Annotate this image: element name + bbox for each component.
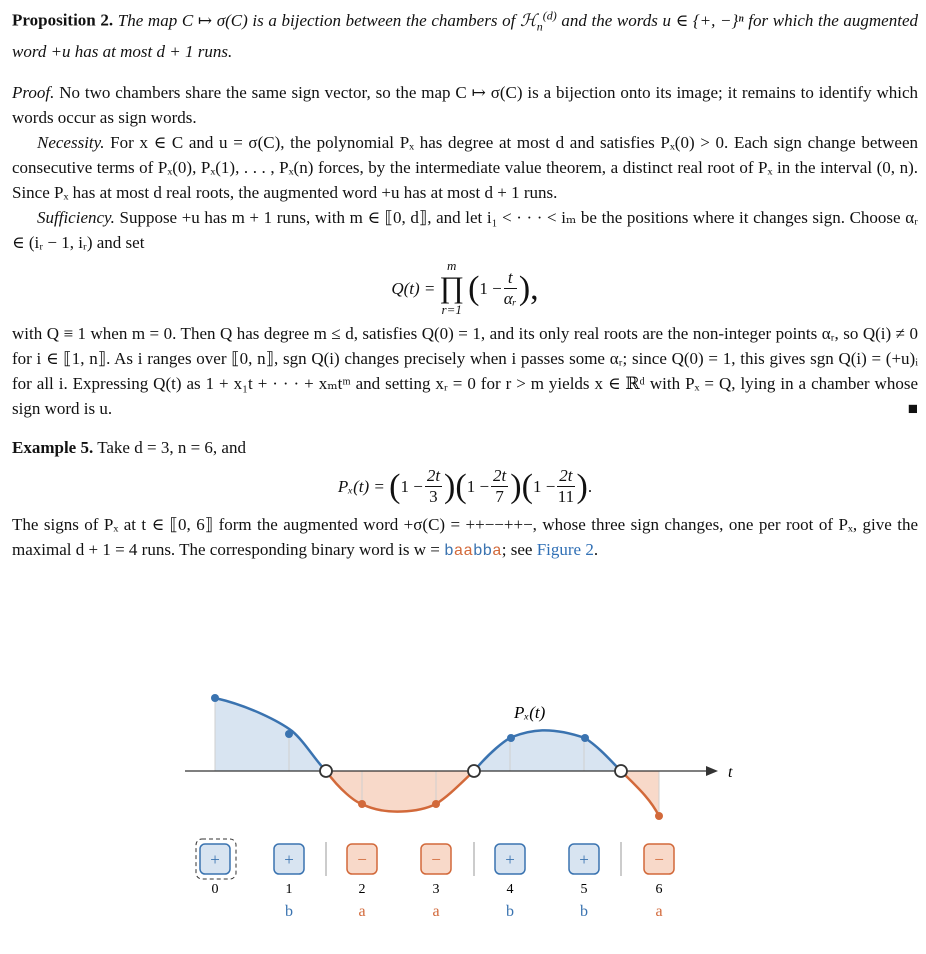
word-letter: a xyxy=(358,903,366,920)
word-letter: b xyxy=(506,903,514,920)
paper-page xyxy=(12,0,918,564)
index-label: 3 xyxy=(432,882,440,897)
figure-link[interactable]: Figure 2 xyxy=(536,540,594,560)
sign-label: + xyxy=(210,850,220,869)
index-label: 1 xyxy=(285,882,293,897)
sign-label: + xyxy=(284,850,294,869)
index-label: 0 xyxy=(211,882,219,897)
binary-word: baabba xyxy=(444,542,502,561)
product-formula: Q(t) = m ∏ r=1 ( 1 − $\frac{t}{\text{αᵣ}}$ ), xyxy=(391,258,539,318)
index-label: 4 xyxy=(506,882,514,897)
curve-label: Pₓ(t) xyxy=(514,703,546,722)
positive-region-left xyxy=(215,698,326,771)
proof-intro: Proof. No two chambers share the same sign vector, so the map C ↦ σ(C) is a bijection onto its image; it remains to identify which words occur as sign words. xyxy=(12,83,919,128)
qed-symbol: ■ xyxy=(907,399,918,419)
proof-sufficiency: Sufficiency. Suppose +u has m + 1 runs, with m ∈ ⟦0, d⟧, and let i₁ < · · · < iₘ be the positions where it changes sign. Choose αᵣ ∈ (iᵣ − 1, iᵣ) and set xyxy=(12,208,918,253)
word-letter: b xyxy=(580,903,588,920)
sign-label: − xyxy=(357,850,367,869)
proof-necessity: Necessity. For x ∈ C and u = σ(C), the polynomial Pₓ has degree at most d and satisfies Pₓ(0) > 0. Each sign change between consecutive terms of Pₓ(0), Pₓ(1), . . . , Pₓ(n) forces, by the intermediate value theorem, a distinct real root of Pₓ in the interval (0, n). Since Pₓ has at most d real roots, the augmented word +u has at most d + 1 runs. xyxy=(12,133,918,203)
example-text: The signs of Pₓ at t ∈ ⟦0, 6⟧ form the augmented word +σ(C) = ++−−++−, whose three sign changes, one per root of Pₓ, give the maximal d + 1 = 4 runs. The corresponding binary word is w = baabba; see Figure 2. xyxy=(12,515,918,561)
sign-label: + xyxy=(505,850,515,869)
index-label: 6 xyxy=(655,882,663,897)
example: Example 5. Take d = 3, n = 6, and xyxy=(12,438,246,458)
word-letter: a xyxy=(655,903,663,920)
word-letter: b xyxy=(285,903,293,920)
proposition-text: The map C ↦ σ(C) is a bijection between the chambers of ℋ$_n^{(d)}$ and the words u ∈ {+, −}ⁿ for which the augmented word +u has at most d + 1 runs. xyxy=(12,8,918,62)
sign-label: + xyxy=(579,850,589,869)
axis-arrow xyxy=(706,766,718,776)
figure-2 xyxy=(0,690,926,950)
example-formula: Pₓ(t) = ( 1 − $\frac{2t}{3}$ ) ( 1 − $\frac{2t}{7}$ ) ( 1 − $\frac{2t}{11}$ ) . xyxy=(337,465,593,506)
sign-label: − xyxy=(431,850,441,869)
proof-conclusion: with Q ≡ 1 when m = 0. Then Q has degree m ≤ d, satisfies Q(0) = 1, and its only real roots are the non-integer points αᵣ, so Q(i) ≠ 0 for i ∈ ⟦1, n⟧. As i ranges over ⟦0, n⟧, sgn Q(i) changes precisely when i passes some αᵣ; since Q(0) = 1, this gives sgn Q(i) = (+u)ᵢ for all i. Expressing Q(t) as 1 + x₁t + · · · + xₘtᵐ and setting xᵣ = 0 for r > m yields x ∈ ℝᵈ with Pₓ = Q, lying in a chamber whose sign word is u. ■ xyxy=(12,321,918,421)
index-label: 2 xyxy=(358,882,366,897)
proposition-label: Proposition 2. xyxy=(12,10,114,30)
proposition xyxy=(12,3,918,64)
word-letter: a xyxy=(432,903,440,920)
axis-label: t xyxy=(728,764,733,781)
proof-label: Proof. xyxy=(12,83,55,103)
sign-label: − xyxy=(654,850,664,869)
index-label: 5 xyxy=(580,882,588,897)
